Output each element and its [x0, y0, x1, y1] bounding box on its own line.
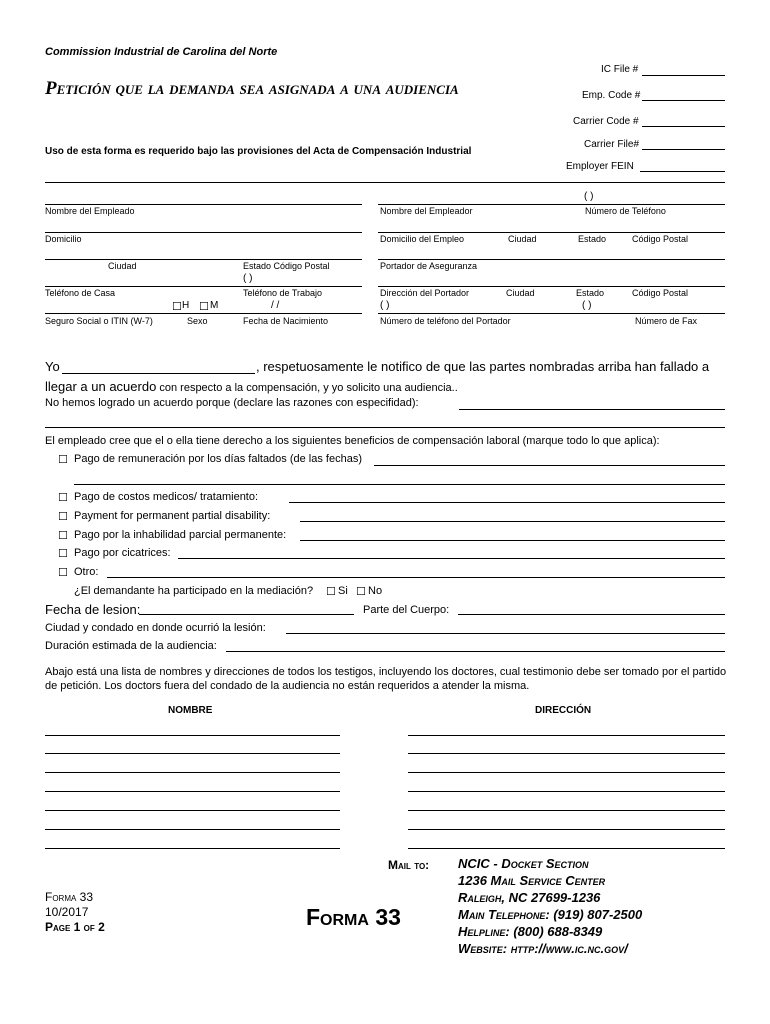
witness-address-field[interactable] [408, 810, 725, 811]
agreement-statement: llegar a un acuerdo con respecto a la compensación, y yo solicito una audiencia.. [45, 379, 458, 394]
remuneration-field[interactable] [374, 465, 725, 466]
employment-state-label: Estado [578, 234, 607, 244]
employer-phone-label: Número de Teléfono [585, 206, 666, 216]
form-number-small: Forma 33 [45, 890, 94, 904]
phone-row-field[interactable] [45, 286, 362, 287]
sex-h-checkbox[interactable]: ☐ [172, 300, 182, 313]
address-line: NCIC - Docket Section [458, 856, 589, 871]
name-column-header: NOMBRE [168, 705, 213, 716]
employee-city-field[interactable] [45, 259, 362, 260]
emp-code-field[interactable] [642, 100, 725, 101]
work-phone-parens: ( ) [243, 273, 253, 284]
mailing-address [458, 855, 642, 957]
witness-address-field[interactable] [408, 735, 725, 736]
main-telephone: Main Telephone: (919) 807-2500 [458, 907, 643, 922]
other-checkbox[interactable]: ☐ [58, 566, 68, 579]
reasons-field-1[interactable] [459, 409, 725, 410]
witness-address-field[interactable] [408, 791, 725, 792]
employee-state-zip-label: Estado Código Postal [243, 261, 330, 271]
employer-name-field[interactable] [378, 204, 725, 205]
partial-disability-checkbox[interactable]: ☐ [58, 529, 68, 542]
mediation-yes-checkbox[interactable]: ☐ [326, 585, 336, 598]
birthdate-slashes: / / [271, 300, 280, 311]
ssn-label: Seguro Social o ITIN (W-7) [45, 316, 153, 326]
permanent-disability-label: Payment for permanent partial disability: [74, 510, 271, 522]
ssn-row-field[interactable] [45, 313, 362, 314]
employer-fein-label: Employer FEIN [566, 161, 634, 172]
address-line: 1236 Mail Service Center [458, 873, 606, 888]
carrier-phone-field[interactable] [378, 313, 725, 314]
usage-statement: Uso de esta forma es requerido bajo las provisiones del Acta de Compensación Industrial [45, 146, 472, 157]
employer-phone-parens: ( ) [584, 191, 594, 202]
employee-city-label: Ciudad [108, 261, 137, 271]
address-column-header: DIRECCIÓN [535, 705, 592, 716]
medical-costs-checkbox[interactable]: ☐ [58, 491, 68, 504]
header-rule [45, 182, 725, 183]
form-date: 10/2017 [45, 905, 89, 919]
notify-statement: , respetuosamente le notifico de que las partes nombradas arriba han fallado a [256, 359, 710, 374]
work-phone-label: Teléfono de Trabajo [243, 288, 323, 298]
helpline: Helpline: (800) 688-8349 [458, 924, 603, 939]
employer-name-label: Nombre del Empleador [380, 206, 473, 216]
medical-costs-label: Pago de costos medicos/ tratamiento: [74, 491, 259, 503]
employer-fein-field[interactable] [640, 171, 725, 172]
no-agreement-label: No hemos logrado un acuerdo porque (declare las razones con especifidad): [45, 397, 419, 409]
permanent-disability-field[interactable] [300, 521, 725, 522]
injury-date-field[interactable] [139, 614, 354, 615]
employment-zip-label: Código Postal [632, 234, 689, 244]
partial-disability-field[interactable] [300, 540, 725, 541]
mediation-no-label: No [368, 585, 383, 597]
benefits-intro: El empleado cree que el o ella tiene derecho a los siguientes beneficios de compensación laboral (marque todo lo que aplica): [45, 435, 660, 447]
fax-parens: ( ) [582, 300, 592, 311]
remuneration-checkbox[interactable]: ☐ [58, 453, 68, 466]
fax-label: Número de Fax [635, 316, 698, 326]
reasons-field-2[interactable] [45, 427, 725, 428]
injury-location-label: Ciudad y condado en donde ocurrió la lesión: [45, 622, 266, 634]
carrier-code-label: Carrier Code # [573, 116, 639, 127]
body-part-field[interactable] [458, 614, 725, 615]
witnesses-instructions: Abajo está una lista de nombres y direcciones de todos los testigos, incluyendo los doctores, cual testimonio debe ser tomado por el partido de petición. Los doctors fuera del condado de la audiencia no están requeridos a atender la misma. [45, 666, 727, 692]
insurance-carrier-label: Portador de Aseguranza [380, 261, 478, 271]
medical-costs-field[interactable] [289, 502, 725, 503]
partial-disability-label: Pago por la inhabilidad parcial permanente: [74, 529, 287, 541]
other-field[interactable] [107, 577, 725, 578]
scars-checkbox[interactable]: ☐ [58, 547, 68, 560]
witness-address-field[interactable] [408, 753, 725, 754]
website-link[interactable]: Website: http://www.ic.nc.gov/ [458, 941, 628, 956]
witness-name-field[interactable] [45, 772, 340, 773]
carrier-state-label: Estado [576, 288, 605, 298]
carrier-address-label: Dirección del Portador [380, 288, 470, 298]
form-number-large: Forma 33 [306, 904, 401, 930]
hearing-duration-field[interactable] [226, 651, 725, 652]
scars-field[interactable] [178, 558, 725, 559]
employment-address-label: Domicilio del Empleo [380, 234, 465, 244]
ic-file-field[interactable] [642, 75, 725, 76]
employee-name-label: Nombre del Empleado [45, 206, 135, 216]
carrier-file-field[interactable] [642, 149, 725, 150]
carrier-phone-label: Número de teléfono del Portador [380, 316, 511, 326]
injury-location-field[interactable] [286, 633, 725, 634]
witness-name-field[interactable] [45, 848, 340, 849]
carrier-zip-label: Código Postal [632, 288, 689, 298]
remuneration-field-2[interactable] [74, 484, 725, 485]
body-part-label: Parte del Cuerpo: [363, 604, 450, 616]
address-line: Raleigh, NC 27699-1236 [458, 890, 601, 905]
carrier-phone-parens: ( ) [380, 300, 390, 311]
employee-address-field[interactable] [45, 232, 362, 233]
scars-label: Pago por cicatrices: [74, 547, 171, 559]
mediation-no-checkbox[interactable]: ☐ [356, 585, 366, 598]
carrier-code-field[interactable] [642, 126, 725, 127]
commission-name: Commission Industrial de Carolina del Norte [45, 46, 278, 58]
sex-label: Sexo [187, 316, 208, 326]
employee-address-label: Domicilio [45, 234, 82, 244]
birthdate-label: Fecha de Nacimiento [243, 316, 329, 326]
witness-address-field[interactable] [408, 848, 725, 849]
carrier-city-label: Ciudad [506, 288, 535, 298]
witness-name-field[interactable] [45, 810, 340, 811]
carrier-address-field[interactable] [378, 286, 725, 287]
employee-name-field[interactable] [45, 204, 362, 205]
mediation-question: ¿El demandante ha participado en la mediación? [74, 585, 314, 597]
witness-name-field[interactable] [45, 753, 340, 754]
employment-address-field[interactable] [378, 232, 725, 233]
employment-city-label: Ciudad [508, 234, 537, 244]
insurance-carrier-field[interactable] [378, 259, 725, 260]
home-phone-label: Teléfono de Casa [45, 288, 116, 298]
yo-label: Yo [45, 359, 60, 374]
witness-address-field[interactable] [408, 772, 725, 773]
page-indicator: Page 1 of 2 [45, 920, 105, 934]
ic-file-label: IC File # [601, 64, 639, 75]
witness-name-field[interactable] [45, 829, 340, 830]
injury-date-label: Fecha de lesion: [45, 602, 141, 617]
emp-code-label: Emp. Code # [582, 90, 641, 101]
carrier-file-label: Carrier File# [584, 139, 640, 150]
sex-m-checkbox[interactable]: ☐ [199, 300, 209, 313]
sex-m-label: M [210, 300, 219, 311]
witness-name-field[interactable] [45, 735, 340, 736]
remuneration-label: Pago de remuneración por los días faltados (de las fechas) [74, 453, 362, 465]
form-title: Petición que la demanda sea asignada a una audiencia [45, 78, 459, 99]
witness-address-field[interactable] [408, 829, 725, 830]
mail-to-label: Mail to: [388, 858, 430, 872]
hearing-duration-label: Duración estimada de la audiencia: [45, 640, 217, 652]
mediation-yes-label: Si [338, 585, 348, 597]
yo-name-field[interactable] [62, 373, 255, 374]
witness-name-field[interactable] [45, 791, 340, 792]
sex-h-label: H [182, 300, 190, 311]
permanent-disability-checkbox[interactable]: ☐ [58, 510, 68, 523]
other-label: Otro: [74, 566, 99, 578]
